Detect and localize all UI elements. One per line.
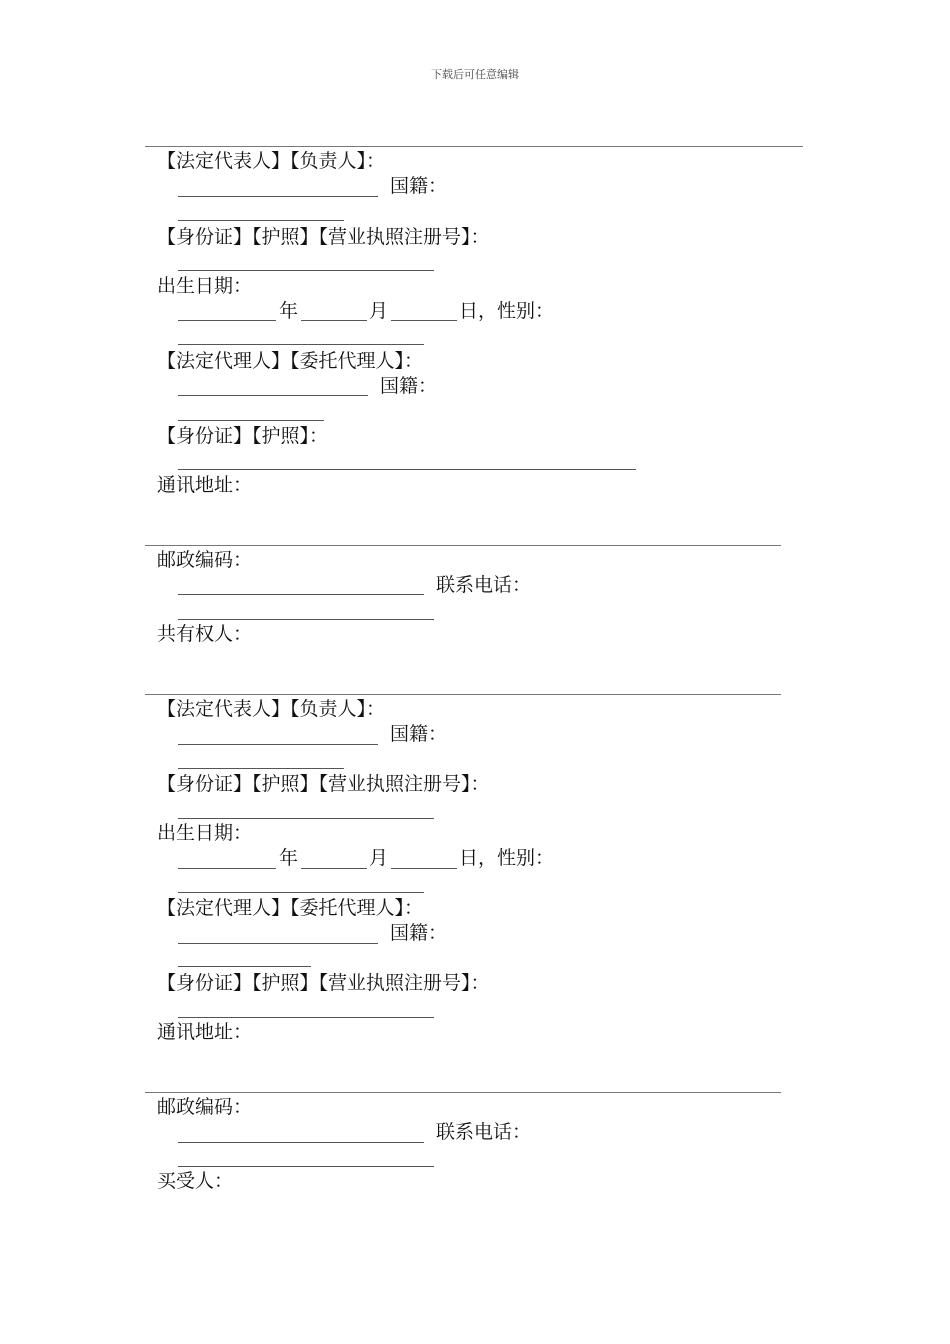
gender-field[interactable] bbox=[178, 892, 424, 893]
id-number-field[interactable] bbox=[178, 818, 434, 819]
nationality-label: 国籍： bbox=[380, 375, 438, 397]
agent-label: 【法定代理人】【委托代理人】： bbox=[157, 350, 424, 372]
address-label: 通讯地址： bbox=[157, 474, 253, 496]
id-number-field[interactable] bbox=[178, 469, 636, 470]
birth-year-field[interactable] bbox=[178, 868, 276, 869]
legal-representative-field[interactable] bbox=[178, 744, 378, 745]
postal-code-label: 邮政编码： bbox=[157, 1096, 253, 1118]
legal-representative-label: 【法定代表人】【负责人】： bbox=[157, 698, 386, 720]
agent-field[interactable] bbox=[178, 943, 378, 944]
phone-label: 联系电话： bbox=[436, 1121, 532, 1143]
birth-month-field[interactable] bbox=[301, 868, 367, 869]
address-label: 通讯地址： bbox=[157, 1021, 253, 1043]
legal-representative-field[interactable] bbox=[178, 196, 378, 197]
co-owner-label: 共有权人： bbox=[157, 623, 253, 645]
day-gender-label: 日，性别： bbox=[459, 847, 555, 869]
agent-field[interactable] bbox=[178, 395, 368, 396]
postal-code-label: 邮政编码： bbox=[157, 549, 253, 571]
section-rule bbox=[145, 146, 803, 147]
id-passport-license-label: 【身份证】【护照】【营业执照注册号】： bbox=[157, 972, 490, 994]
birth-year-field[interactable] bbox=[178, 320, 276, 321]
address-field[interactable] bbox=[145, 545, 781, 546]
birth-date-label: 出生日期： bbox=[157, 822, 253, 844]
month-label: 月 bbox=[369, 300, 389, 322]
id-passport-license-label: 【身份证】【护照】【营业执照注册号】： bbox=[157, 226, 490, 248]
address-field[interactable] bbox=[145, 1092, 781, 1093]
birth-day-field[interactable] bbox=[391, 868, 457, 869]
gender-field[interactable] bbox=[178, 344, 424, 345]
month-label: 月 bbox=[369, 847, 389, 869]
birth-month-field[interactable] bbox=[301, 320, 367, 321]
page-header-note: 下载后可任意编辑 bbox=[431, 68, 519, 81]
day-gender-label: 日，性别： bbox=[459, 300, 555, 322]
nationality-label: 国籍： bbox=[390, 922, 448, 944]
id-number-field[interactable] bbox=[178, 270, 434, 271]
id-number-field[interactable] bbox=[178, 1017, 434, 1018]
nationality-field[interactable] bbox=[178, 220, 344, 221]
id-passport-license-label: 【身份证】【护照】【营业执照注册号】： bbox=[157, 773, 490, 795]
nationality-label: 国籍： bbox=[390, 175, 448, 197]
birth-date-label: 出生日期： bbox=[157, 275, 253, 297]
postal-code-field[interactable] bbox=[178, 594, 424, 595]
phone-field[interactable] bbox=[178, 619, 434, 620]
buyer-label: 买受人： bbox=[157, 1170, 234, 1192]
nationality-label: 国籍： bbox=[390, 723, 448, 745]
legal-representative-label: 【法定代表人】【负责人】： bbox=[157, 150, 386, 172]
nationality-field[interactable] bbox=[178, 966, 311, 967]
section-rule bbox=[145, 694, 781, 695]
year-label: 年 bbox=[279, 847, 299, 869]
nationality-field[interactable] bbox=[178, 768, 344, 769]
id-passport-label: 【身份证】【护照】： bbox=[157, 425, 329, 447]
postal-code-field[interactable] bbox=[178, 1142, 424, 1143]
agent-label: 【法定代理人】【委托代理人】： bbox=[157, 897, 424, 919]
nationality-field[interactable] bbox=[178, 420, 324, 421]
birth-day-field[interactable] bbox=[391, 320, 457, 321]
year-label: 年 bbox=[279, 300, 299, 322]
phone-label: 联系电话： bbox=[436, 574, 532, 596]
phone-field[interactable] bbox=[178, 1166, 434, 1167]
